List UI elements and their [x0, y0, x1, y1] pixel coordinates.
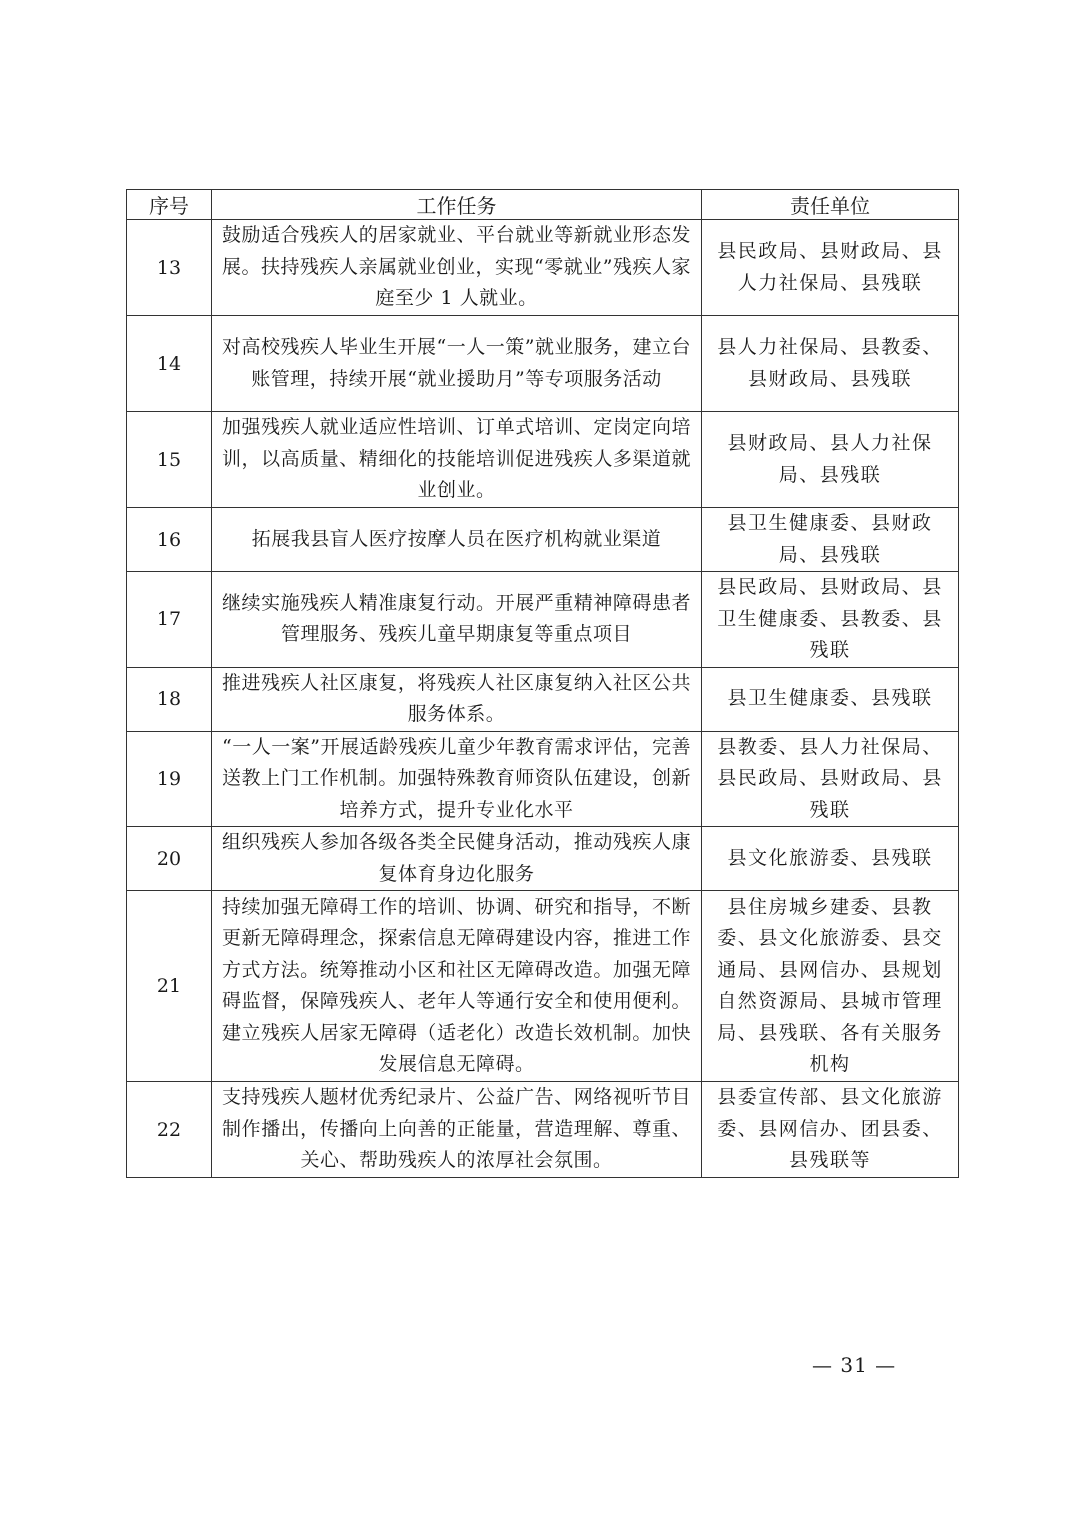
row-task: 推进残疾人社区康复，将残疾人社区康复纳入社区公共服务体系。: [212, 667, 702, 731]
row-number: 17: [127, 572, 212, 668]
table-row: [127, 572, 959, 668]
row-task: 支持残疾人题材优秀纪录片、公益广告、网络视听节目制作播出，传播向上向善的正能量，营造理解、尊重、关心、帮助残疾人的浓厚社会氛围。: [212, 1082, 702, 1178]
row-task: 拓展我县盲人医疗按摩人员在医疗机构就业渠道: [212, 508, 702, 572]
row-task: “一人一案”开展适龄残疾儿童少年教育需求评估，完善送教上门工作机制。加强特殊教育师资队伍建设，创新培养方式，提升专业化水平: [212, 731, 702, 827]
table-row: [127, 316, 959, 412]
row-number: 18: [127, 667, 212, 731]
row-unit: 县民政局、县财政局、县人力社保局、县残联: [702, 220, 959, 316]
row-task: 加强残疾人就业适应性培训、订单式培训、定岗定向培训，以高质量、精细化的技能培训促进残疾人多渠道就业创业。: [212, 412, 702, 508]
row-task: 继续实施残疾人精准康复行动。开展严重精神障碍患者管理服务、残疾儿童早期康复等重点项目: [212, 572, 702, 668]
row-task: 对高校残疾人毕业生开展“一人一策”就业服务，建立台账管理，持续开展“就业援助月”等专项服务活动: [212, 316, 702, 412]
row-unit: 县民政局、县财政局、县卫生健康委、县教委、县残联: [702, 572, 959, 668]
row-unit: 县委宣传部、县文化旅游委、县网信办、团县委、县残联等: [702, 1082, 959, 1178]
row-task: 鼓励适合残疾人的居家就业、平台就业等新就业形态发展。扶持残疾人亲属就业创业，实现“零就业”残疾人家庭至少 1 人就业。: [212, 220, 702, 316]
table-header-row: [127, 190, 959, 220]
table-row: [127, 731, 959, 827]
row-number: 22: [127, 1082, 212, 1178]
table-row: [127, 891, 959, 1082]
row-number: 19: [127, 731, 212, 827]
row-unit: 县文化旅游委、县残联: [702, 827, 959, 891]
row-unit: 县教委、县人力社保局、县民政局、县财政局、县残联: [702, 731, 959, 827]
row-unit: 县卫生健康委、县财政局、县残联: [702, 508, 959, 572]
row-number: 14: [127, 316, 212, 412]
row-number: 15: [127, 412, 212, 508]
row-unit: 县住房城乡建委、县教委、县文化旅游委、县交通局、县网信办、县规划自然资源局、县城市管理局、县残联、各有关服务机构: [702, 891, 959, 1082]
row-number: 16: [127, 508, 212, 572]
task-table: [126, 189, 959, 1178]
page-number: — 31 —: [812, 1353, 897, 1377]
table-row: [127, 667, 959, 731]
row-number: 13: [127, 220, 212, 316]
row-number: 20: [127, 827, 212, 891]
row-unit: 县人力社保局、县教委、县财政局、县残联: [702, 316, 959, 412]
row-number: 21: [127, 891, 212, 1082]
row-task: 组织残疾人参加各级各类全民健身活动，推动残疾人康复体育身边化服务: [212, 827, 702, 891]
header-number: 序号: [127, 190, 212, 220]
header-unit: 责任单位: [702, 190, 959, 220]
table-row: [127, 412, 959, 508]
row-unit: 县财政局、县人力社保局、县残联: [702, 412, 959, 508]
row-unit: 县卫生健康委、县残联: [702, 667, 959, 731]
header-task: 工作任务: [212, 190, 702, 220]
table-row: [127, 827, 959, 891]
table-row: [127, 1082, 959, 1178]
table-row: [127, 220, 959, 316]
row-task: 持续加强无障碍工作的培训、协调、研究和指导，不断更新无障碍理念，探索信息无障碍建设内容，推进工作方式方法。统筹推动小区和社区无障碍改造。加强无障碍监督，保障残疾人、老年人等通行安全和使用便利。建立残疾人居家无障碍（适老化）改造长效机制。加快发展信息无障碍。: [212, 891, 702, 1082]
table-row: [127, 508, 959, 572]
